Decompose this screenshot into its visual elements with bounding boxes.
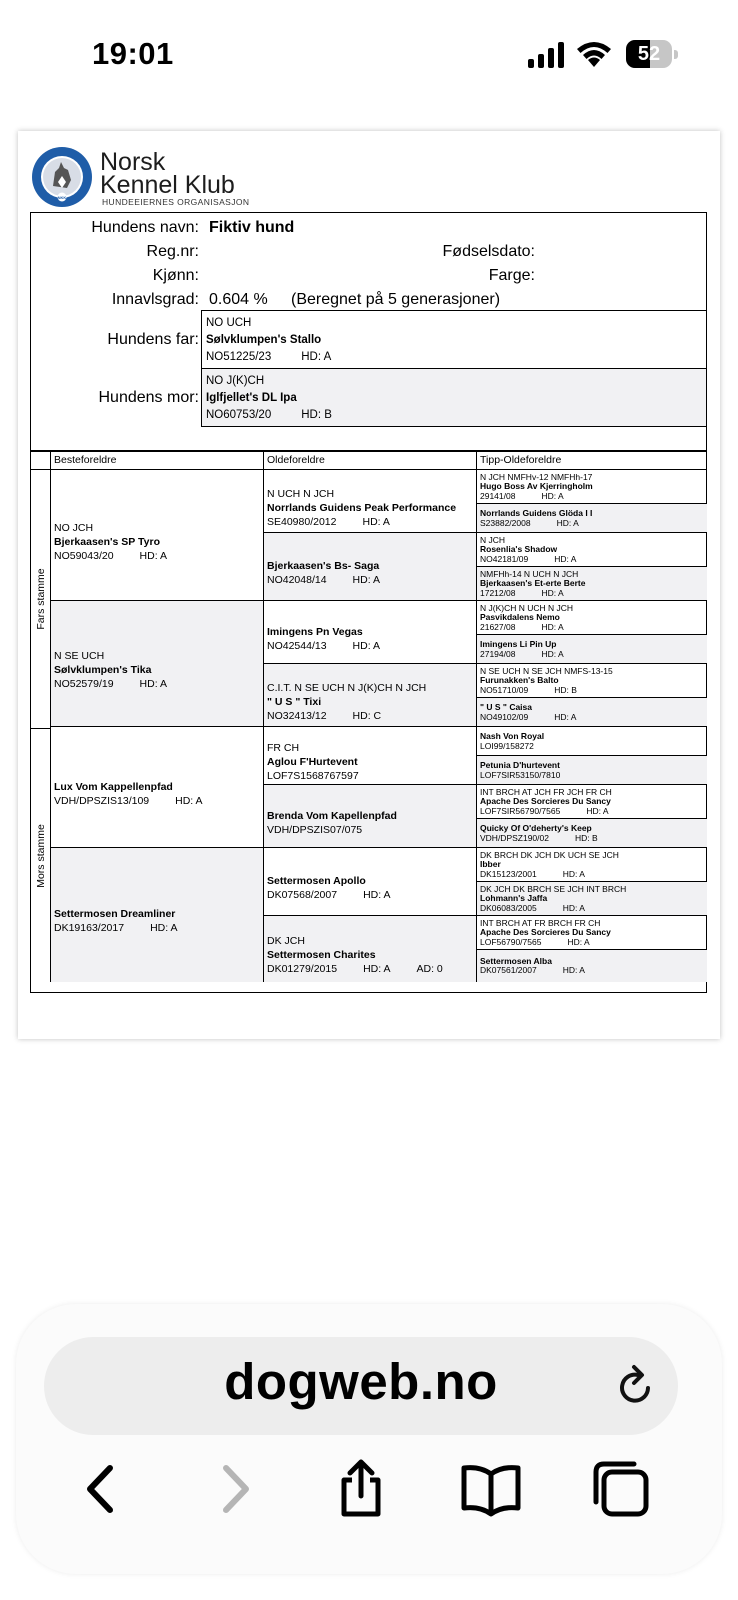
pedigree-cell-g4 bbox=[477, 698, 707, 727]
pedigree-cell-g4 bbox=[477, 756, 707, 785]
pedigree-table bbox=[30, 450, 707, 993]
dog-reg: DK07561/2007 bbox=[480, 965, 537, 975]
dog-title: N UCH N JCH bbox=[267, 487, 335, 500]
dog-name: Furunakken's Balto bbox=[480, 675, 559, 686]
dog-reg: LOF7SIR56790/7565 bbox=[480, 805, 561, 816]
dog-reg: VDH/DPSZIS13/109 bbox=[54, 794, 150, 807]
dog-reg: NO59043/20 bbox=[54, 549, 114, 562]
dog-hd: HD: A bbox=[562, 902, 585, 913]
dog-name: Imingens Pn Vegas bbox=[267, 625, 363, 638]
dog-name: Apache Des Sorcieres Du Sancy bbox=[480, 796, 611, 807]
mother-label: Hundens mor: bbox=[98, 389, 199, 406]
pedigree-cell-g4 bbox=[477, 533, 707, 567]
pedigree-cell-g4 bbox=[477, 819, 707, 848]
dog-reg: NO42048/14 bbox=[267, 574, 327, 586]
pedigree-cell-g4 bbox=[477, 916, 707, 950]
url-text[interactable]: dogweb.no bbox=[224, 1353, 498, 1410]
dog-name: Brenda Vom Kapellenpfad bbox=[267, 809, 397, 822]
pedigree-cell-g4 bbox=[477, 635, 707, 664]
dog-name: Lohmann's Jaffa bbox=[480, 893, 548, 904]
status-time: 19:01 bbox=[92, 36, 174, 71]
dog-hd: HD: A bbox=[363, 889, 391, 901]
org-subtitle: HUNDEEIERNES ORGANISASJON bbox=[102, 197, 250, 207]
dog-reg: NO32413/12 bbox=[267, 709, 327, 722]
dog-reg: LOI99/158272 bbox=[480, 740, 534, 751]
forward-icon[interactable] bbox=[204, 1458, 266, 1520]
battery-level: 52 bbox=[637, 43, 661, 65]
dog-hd: HD: A bbox=[554, 553, 577, 564]
svg-text:NKK: NKK bbox=[57, 195, 67, 200]
dog-hd: HD: A bbox=[541, 490, 564, 501]
back-icon[interactable] bbox=[70, 1458, 132, 1520]
dog-reg: LOF7SIR53150/7810 bbox=[480, 769, 561, 780]
dog-hd: HD: A bbox=[352, 639, 380, 652]
pedigree-cell-g3 bbox=[264, 785, 477, 848]
dog-reg: SE40980/2012 bbox=[267, 515, 337, 528]
pedigree-cell-g4 bbox=[477, 727, 707, 756]
dog-reg: NO42544/13 bbox=[267, 639, 327, 652]
dog-hd: HD: A bbox=[541, 587, 564, 598]
dog-reg: DK01279/2015 bbox=[267, 963, 338, 975]
dog-reg: DK19163/2017 bbox=[54, 922, 125, 934]
dog-reg: NO52579/19 bbox=[54, 678, 114, 690]
mors-stamme-label: Mors stamme bbox=[31, 729, 51, 982]
dog-hd: HD: A bbox=[150, 922, 178, 934]
name-label: Hundens navn: bbox=[91, 219, 199, 236]
father-label: Hundens far: bbox=[107, 331, 199, 348]
dog-name: Ibber bbox=[480, 859, 501, 870]
birth-label: Fødselsdato: bbox=[442, 243, 535, 260]
dog-reg: NO49102/09 bbox=[480, 711, 529, 722]
dog-hd: HD: C bbox=[352, 709, 382, 722]
nkk-logo bbox=[31, 146, 93, 208]
dog-name: " U S " Caisa bbox=[480, 702, 532, 712]
dog-hd: HD: A bbox=[562, 965, 585, 975]
dog-name: Quicky Of O'deherty's Keep bbox=[480, 823, 592, 833]
dog-reg: NO42181/09 bbox=[480, 553, 529, 564]
dog-hd: HD: A bbox=[554, 711, 577, 722]
pedigree-cell-g2 bbox=[51, 727, 264, 848]
dog-reg: 27194/08 bbox=[480, 648, 516, 659]
dog-name: Bjerkaasen's Bs- Saga bbox=[267, 560, 380, 572]
dog-reg: 29141/08 bbox=[480, 490, 516, 501]
dog-name: Bjerkaasen's SP Tyro bbox=[54, 535, 160, 548]
inbreeding-label: Innavlsgrad: bbox=[111, 291, 199, 308]
dog-hd: HD: A bbox=[586, 805, 609, 816]
dog-title: N J(K)CH N UCH N JCH bbox=[480, 602, 574, 613]
color-label: Farge: bbox=[488, 267, 535, 284]
dog-info bbox=[30, 212, 707, 452]
dog-reg: LOF56790/7565 bbox=[480, 936, 542, 947]
dog-name: Imingens Li Pin Up bbox=[480, 639, 557, 649]
mother-box: NO J(K)CH Iglfjellet's DL Ipa NO60753/20 HD: B bbox=[201, 368, 707, 427]
dog-name: Settermosen Alba bbox=[480, 955, 552, 966]
dog-name: Nash Von Royal bbox=[480, 731, 545, 741]
dog-hd: HD: A bbox=[363, 963, 391, 975]
dog-reg: 21627/08 bbox=[480, 621, 516, 632]
sex-label: Kjønn: bbox=[152, 267, 199, 284]
dog-reg: VDH/DPSZ190/02 bbox=[480, 832, 549, 843]
pedigree-cell-g2 bbox=[51, 470, 264, 601]
dog-hd: HD: A bbox=[541, 621, 564, 632]
dog-title: N SE UCH N SE JCH NMFS-13-15 bbox=[480, 665, 613, 676]
dog-name: Pasvikdalens Nemo bbox=[480, 612, 560, 623]
dog-extra: AD: 0 bbox=[416, 963, 443, 975]
pedigree-cell-g4 bbox=[477, 567, 707, 601]
dog-title: DK BRCH DK JCH DK UCH SE JCH bbox=[480, 849, 619, 860]
fars-stamme-label: Fars stamme bbox=[31, 470, 51, 729]
pedigree-cell-g2 bbox=[51, 601, 264, 727]
dog-title: INT BRCH AT FR BRCH FR CH bbox=[480, 917, 601, 928]
header-oldeforeldre: Oldeforeldre bbox=[264, 450, 477, 470]
dog-name: Lux Vom Kappellenpfad bbox=[54, 780, 173, 793]
dog-name: Petunia D'hurtevent bbox=[480, 760, 560, 770]
header-besteforeldre: Besteforeldre bbox=[51, 450, 264, 470]
org-name: Norsk Kennel Klub bbox=[100, 148, 235, 199]
dog-reg: DK06083/2005 bbox=[480, 902, 537, 913]
pedigree-cell-g4 bbox=[477, 664, 707, 698]
reg-label: Reg.nr: bbox=[146, 243, 199, 260]
bookmarks-icon[interactable] bbox=[460, 1458, 522, 1520]
reload-icon[interactable] bbox=[614, 1362, 658, 1410]
pedigree-cell-g2 bbox=[51, 848, 264, 982]
dog-name: " U S " Tixi bbox=[267, 695, 322, 708]
dog-name: Fiktiv hund bbox=[209, 219, 295, 236]
dog-name: Norrlands Guidens Glöda I I bbox=[480, 508, 593, 518]
pedigree-cell-g4 bbox=[477, 601, 707, 635]
pedigree-cell-g4 bbox=[477, 950, 707, 982]
dog-title: FR CH bbox=[267, 742, 300, 754]
dog-reg: DK07568/2007 bbox=[267, 889, 338, 901]
dog-hd: HD: A bbox=[362, 515, 390, 528]
dog-reg: NO51710/09 bbox=[480, 684, 529, 695]
pedigree-cell-g4 bbox=[477, 504, 707, 533]
pedigree-document bbox=[18, 131, 720, 1039]
pedigree-cell-g3 bbox=[264, 470, 477, 533]
pedigree-cell-g4 bbox=[477, 882, 707, 916]
inbreeding-value: 0.604 % bbox=[209, 291, 268, 308]
dog-name: Sølvklumpen's Tika bbox=[54, 664, 152, 676]
dog-reg: 17212/08 bbox=[480, 587, 516, 598]
dog-hd: HD: A bbox=[562, 868, 585, 879]
dog-hd: HD: A bbox=[352, 574, 380, 586]
dog-reg: S23882/2008 bbox=[480, 517, 531, 528]
wifi-icon bbox=[576, 40, 612, 68]
dog-title: C.I.T. N SE UCH N J(K)CH N JCH bbox=[267, 681, 427, 694]
cellular-signal-icon bbox=[528, 42, 566, 68]
dog-name: Settermosen Apollo bbox=[267, 875, 366, 887]
dog-title: NO JCH bbox=[54, 521, 94, 534]
dog-title: N JCH NMFHv-12 NMFHh-17 bbox=[480, 471, 593, 482]
dog-hd: HD: A bbox=[175, 794, 203, 807]
pedigree-cell-g4 bbox=[477, 470, 707, 504]
pedigree-cell-g4 bbox=[477, 848, 707, 882]
dog-name: Apache Des Sorcieres Du Sancy bbox=[480, 927, 611, 938]
dog-reg: VDH/DPSZIS07/075 bbox=[267, 823, 363, 836]
dog-name: Settermosen Dreamliner bbox=[54, 908, 176, 920]
dog-name: Hugo Boss Av Kjerringholm bbox=[480, 481, 593, 492]
father-box: NO UCH Sølvklumpen's Stallo NO51225/23 HD: A bbox=[201, 310, 707, 369]
pedigree-cell-g4 bbox=[477, 785, 707, 819]
header-tipp-oldeforeldre: Tipp-Oldeforeldre bbox=[477, 450, 707, 470]
dog-title: DK JCH bbox=[267, 935, 305, 947]
dog-name: Aglou F'Hurtevent bbox=[267, 756, 358, 768]
dog-title: DK JCH DK BRCH SE JCH INT BRCH bbox=[480, 883, 627, 894]
dog-hd: HD: A bbox=[567, 936, 590, 947]
dog-title: N SE UCH bbox=[54, 650, 105, 662]
battery-icon bbox=[626, 40, 678, 68]
pedigree-cell-g3 bbox=[264, 533, 477, 601]
dog-title: N JCH bbox=[480, 534, 506, 545]
tabs-icon[interactable] bbox=[590, 1458, 652, 1520]
dog-hd: HD: A bbox=[556, 517, 579, 528]
dog-hd: HD: A bbox=[139, 678, 167, 690]
pedigree-cell-g3 bbox=[264, 601, 477, 664]
dog-title: INT BRCH AT JCH FR JCH FR CH bbox=[480, 786, 612, 797]
share-icon[interactable] bbox=[330, 1458, 392, 1520]
dog-hd: HD: B bbox=[554, 684, 577, 695]
dog-hd: HD: A bbox=[541, 648, 564, 659]
dog-reg: DK15123/2001 bbox=[480, 868, 537, 879]
pedigree-cell-g3 bbox=[264, 848, 477, 916]
dog-name: Settermosen Charites bbox=[267, 949, 376, 961]
dog-title: NMFHh-14 N UCH N JCH bbox=[480, 568, 579, 579]
pedigree-cell-g3 bbox=[264, 916, 477, 982]
dog-name: Bjerkaasen's Et-erte Berte bbox=[480, 578, 586, 589]
dog-hd: HD: A bbox=[139, 549, 167, 562]
dog-name: Norrlands Guidens Peak Performance bbox=[267, 501, 457, 514]
inbreeding-note: (Beregnet på 5 generasjoner) bbox=[291, 291, 501, 308]
dog-hd: HD: B bbox=[574, 832, 598, 843]
dog-name: Rosenlia's Shadow bbox=[480, 544, 558, 555]
dog-reg: LOF7S1568767597 bbox=[267, 770, 359, 782]
pedigree-cell-g3 bbox=[264, 664, 477, 727]
pedigree-cell-g3 bbox=[264, 727, 477, 785]
